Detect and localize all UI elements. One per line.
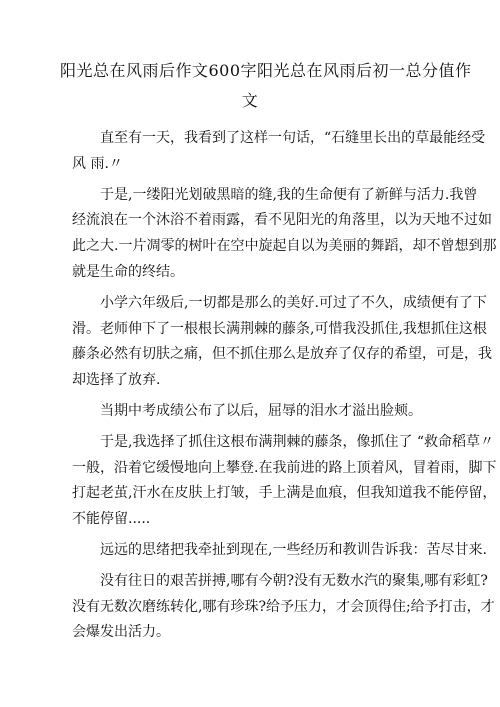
paragraph-line: 直至有一天，我看到了这样一句话，“石缝里长出的草最能经受 — [100, 130, 486, 146]
paragraph-line: 打起老茧,汗水在皮肤上打皱，手上满是血痕，但我知道我不能停留， — [72, 485, 497, 502]
paragraph-line: 不能停留..... — [72, 511, 151, 528]
document-title: 阳光总在风雨后作文600字阳光总在风雨后初一总分值作 — [60, 61, 472, 80]
paragraph-line: 小学六年级后,一切都是那么的美好.可过了不久，成绩便有了下 — [100, 294, 487, 311]
paragraph-line: 于是,一缕阳光划破黑暗的缝,我的生命便有了新鲜与活力.我曾 — [100, 186, 478, 203]
paragraph-line: 却选择了放弃. — [72, 372, 161, 389]
paragraph-line: 经流浪在一个沐浴不着雨露，看不见阳光的角落里，以为天地不过如 — [72, 212, 492, 229]
paragraph-line: 藤条必然有切肤之痛，但不抓住那么是放弃了仅存的希望，可是，我 — [72, 346, 492, 363]
paragraph-line: 滑。老师伸下了一根根长满荆棘的藤条,可惜我没抓住,我想抓住这根 — [72, 320, 487, 337]
paragraph-line: 此之大.一片凋零的树叶在空中旋起自以为美丽的舞蹈，却不曾想到那 — [72, 238, 497, 255]
paragraph-line: 于是,我选择了抓住这根布满荆棘的藤条，像抓住了 “救命稻草〃 — [100, 433, 495, 450]
document-title-continued: 文 — [241, 91, 259, 110]
paragraph-line: 远远的思绪把我牵扯到现在,一些经历和教训告诉我：苦尽甘来. — [100, 541, 487, 558]
paragraph-line: 一般，沿着它缓慢地向上攀登.在我前进的路上顶着风，冒着雨，脚下 — [72, 459, 497, 476]
paragraph-line: 风 雨.〃 — [72, 155, 123, 172]
paragraph-line: 就是生命的终结。 — [72, 263, 184, 280]
paragraph-line: 会爆发出活力。 — [72, 624, 170, 641]
paragraph-line: 当期中考成绩公布了以后，屈辱的泪水才溢出脸颊。 — [100, 402, 422, 419]
paragraph-line: 没有无数次磨练转化,哪有珍珠?给予压力，才会顶得住;给予打击，才 — [72, 598, 495, 615]
document-body — [72, 126, 497, 646]
paragraph-line: 没有往日的艰苦拼搏,哪有今朝?没有无数水汽的聚集,哪有彩虹? — [100, 572, 488, 589]
